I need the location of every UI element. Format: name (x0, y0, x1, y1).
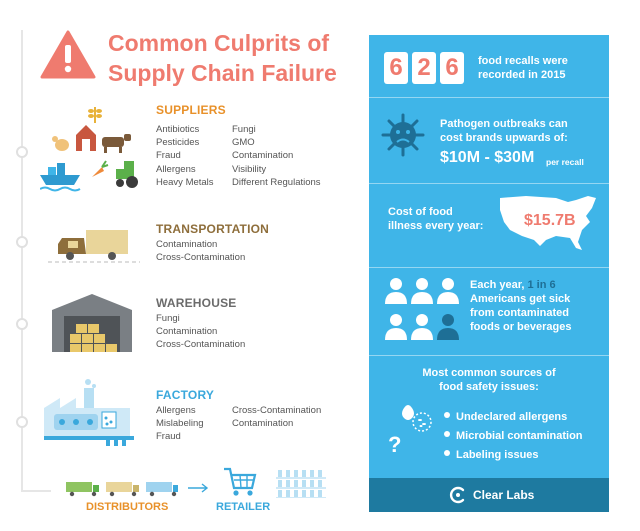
timeline-dot-warehouse (16, 318, 28, 330)
list-item: Cross-Contamination (156, 252, 246, 264)
farm-icon (40, 105, 150, 195)
sick-line-4: foods or beverages (470, 321, 572, 333)
factory-title: FACTORY (156, 388, 215, 402)
distributor-trucks-icon (66, 479, 178, 497)
bullet (444, 412, 450, 418)
sources-line-2: food safety issues: (439, 381, 539, 393)
sick-line-2: Americans get sick (470, 293, 571, 305)
warehouse-icon (52, 294, 132, 352)
shopping-cart-icon (222, 466, 258, 498)
factory-list-2 (232, 404, 321, 430)
warehouse-list (156, 312, 245, 352)
factory-list-1 (156, 404, 204, 444)
bullet (444, 431, 450, 437)
sick-line-3: from contaminated (470, 307, 570, 319)
list-item: Cross-Contamination (232, 405, 322, 416)
retailer-label: RETAILER (216, 501, 271, 513)
sick-line-1 (470, 278, 571, 292)
list-item: Antibiotics (156, 124, 200, 135)
transportation-list (156, 238, 245, 264)
divider (369, 183, 609, 184)
list-item: Fraud (156, 431, 181, 443)
sources-heading (369, 366, 609, 394)
footer-text: Clear Labs (473, 488, 535, 502)
truck-icon (48, 226, 140, 266)
divider (369, 355, 609, 356)
list-item: Different Regulations (232, 176, 321, 188)
timeline-end (21, 490, 51, 492)
list-item: GMO (232, 137, 255, 149)
timeline-dot-factory (16, 416, 28, 428)
pathogen-line-1: Pathogen outbreaks can (440, 118, 568, 130)
distributors-label: DISTRIBUTORS (86, 501, 169, 513)
list-item: Contamination (232, 418, 294, 430)
recall-digit: 6 (440, 52, 464, 84)
illness-line-2: illness every year: (388, 220, 484, 232)
transportation-title: TRANSPORTATION (156, 222, 270, 236)
germ-icon (380, 112, 426, 158)
list-item: Pesticides (156, 137, 200, 149)
timeline-dot-transportation (16, 236, 28, 248)
list-item: Fungi (232, 124, 256, 135)
warehouse-title: WAREHOUSE (156, 296, 237, 310)
svg-text:?: ? (388, 432, 402, 456)
recalls-text (478, 54, 568, 82)
list-item: Cross-Contamination (156, 339, 246, 351)
list-item: Allergens (156, 405, 196, 416)
factory-icon (40, 378, 140, 448)
page-title (108, 28, 337, 88)
illness-text (388, 205, 483, 233)
recalls-line-1: food recalls were (478, 55, 568, 67)
list-item: Labeling issues (456, 449, 539, 461)
pathogen-suffix: per recall (546, 157, 584, 167)
store-shelves-icon (276, 468, 328, 498)
clear-labs-logo-icon (449, 486, 467, 504)
list-item: Contamination (156, 239, 218, 250)
pathogen-line-2: cost brands upwards of: (440, 132, 568, 144)
list-item: Heavy Metals (156, 176, 214, 188)
suppliers-list-1 (156, 123, 214, 189)
sources-line-1: Most common sources of (422, 367, 556, 379)
list-item: Contamination (232, 150, 294, 162)
pathogen-amount: $10M - $30M (440, 149, 535, 166)
people-icon (384, 276, 460, 342)
list-item: Allergens (156, 163, 196, 175)
title-line-1: Common Culprits of (108, 30, 330, 56)
list-item: Microbial contamination (456, 430, 583, 442)
divider (369, 267, 609, 268)
list-item: Visibility (232, 163, 267, 175)
title-line-2: Supply Chain Failure (108, 60, 337, 86)
sources-list (456, 408, 583, 465)
arrow-right-icon (188, 483, 210, 493)
food-issues-icon (384, 400, 436, 456)
list-item: Fraud (156, 150, 181, 162)
illness-line-1: Cost of food (388, 206, 453, 218)
pathogen-text (440, 117, 568, 145)
suppliers-title: SUPPLIERS (156, 103, 226, 117)
list-item: Mislabeling (156, 418, 204, 430)
recall-digit: 2 (412, 52, 436, 84)
timeline-dot-suppliers (16, 146, 28, 158)
bullet (444, 450, 450, 456)
sick-ratio: 1 in 6 (527, 279, 556, 291)
divider (369, 97, 609, 98)
sick-text (470, 278, 571, 334)
suppliers-list-2 (232, 123, 321, 189)
recalls-line-2: recorded in 2015 (478, 69, 566, 81)
sick-line-1-prefix: Each year, (470, 279, 525, 291)
list-item: Undeclared allergens (456, 411, 568, 423)
list-item: Fungi (156, 313, 180, 324)
warning-icon (40, 30, 96, 80)
recall-digit: 6 (384, 52, 408, 84)
list-item: Contamination (156, 326, 218, 338)
illness-amount: $15.7B (524, 212, 576, 229)
footer-brand (369, 478, 609, 512)
